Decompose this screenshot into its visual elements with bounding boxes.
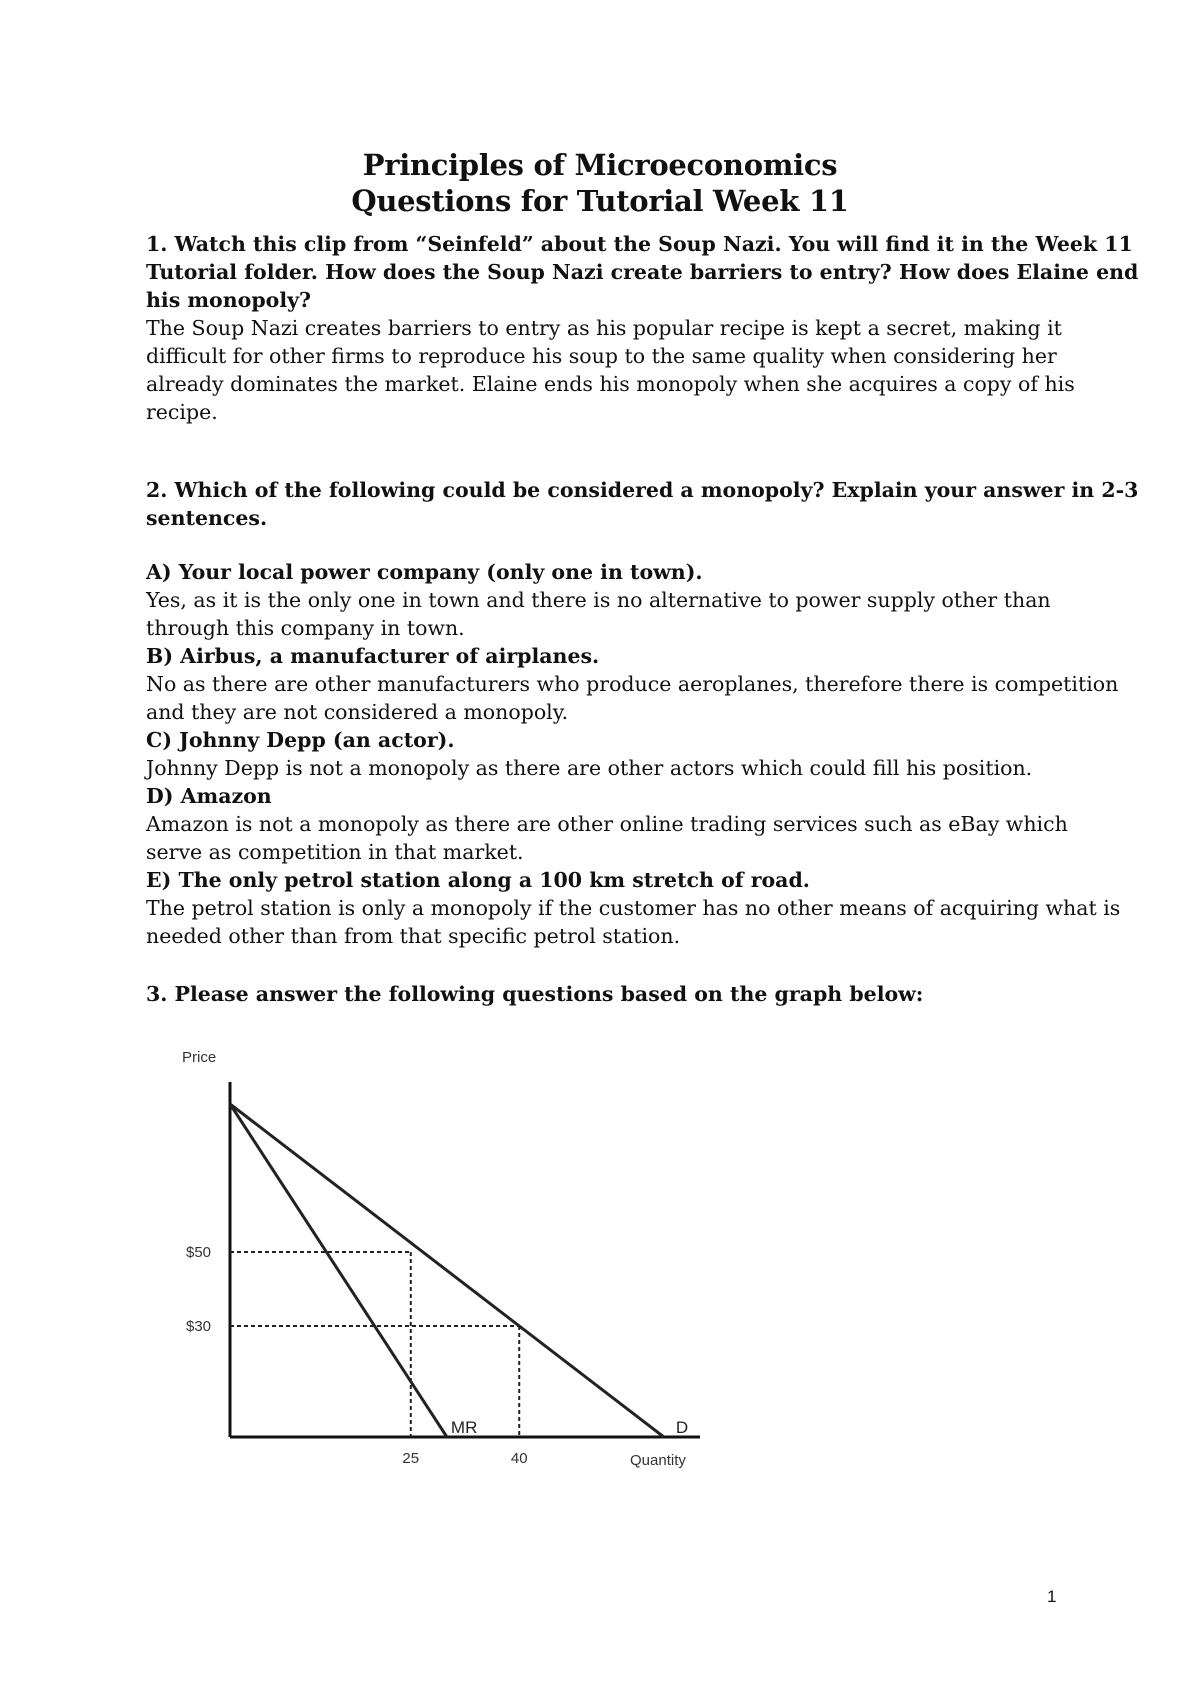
quantity-tick-label: 25 (402, 1450, 420, 1467)
demand-label: D (675, 1418, 689, 1437)
q1-answer-line: recipe. (146, 400, 218, 424)
x-axis-label: Quantity (630, 1452, 686, 1469)
question-3 (146, 980, 1066, 1008)
title-line-1: Principles of Microeconomics (362, 148, 838, 182)
q2-question-line: sentences. (146, 506, 268, 530)
option-e-answer: needed other than from that specific petrol station. (146, 924, 681, 948)
option-d-label: D) Amazon (146, 784, 272, 808)
option-a-answer: through this company in town. (146, 616, 465, 640)
q1-answer-line: difficult for other firms to reproduce his soup to the same quality when considering her (146, 344, 1057, 368)
demand-curve (230, 1104, 664, 1437)
q3-question: 3. Please answer the following questions based on the graph below: (146, 982, 924, 1006)
monopoly-graph (150, 1030, 710, 1470)
option-a-label: A) Your local power company (only one in town). (146, 560, 703, 584)
q2-question-line: 2. Which of the following could be considered a monopoly? Explain your answer in 2-3 (146, 478, 1139, 502)
q1-question-line: 1. Watch this clip from “Seinfeld” about the Soup Nazi. You will find it in the Week 11 (146, 232, 1133, 256)
option-b-answer: and they are not considered a monopoly. (146, 700, 569, 724)
marginal-revenue-curve (230, 1104, 447, 1437)
option-b-label: B) Airbus, a manufacturer of airplanes. (146, 644, 600, 668)
option-c-answer: Johnny Depp is not a monopoly as there are other actors which could fill his position. (146, 756, 1033, 780)
title-line-2: Questions for Tutorial Week 11 (351, 184, 849, 218)
page-number: 1 (1047, 1587, 1057, 1606)
option-e-label: E) The only petrol station along a 100 km stretch of road. (146, 868, 810, 892)
q1-answer-line: The Soup Nazi creates barriers to entry as his popular recipe is kept a secret, making it (146, 316, 1062, 340)
question-1 (146, 230, 1139, 426)
option-d-answer: serve as competition in that market. (146, 840, 524, 864)
q1-question-line: his monopoly? (146, 288, 312, 312)
option-b-answer: No as there are other manufacturers who produce aeroplanes, therefore there is competition (146, 672, 1119, 696)
price-tick-label: $50 (186, 1244, 212, 1261)
option-a-answer: Yes, as it is the only one in town and there is no alternative to power supply other than (146, 588, 1051, 612)
option-e-answer: The petrol station is only a monopoly if the customer has no other means of acquiring what is (146, 896, 1121, 920)
q2-options (146, 558, 1121, 950)
q1-answer-line: already dominates the market. Elaine ends his monopoly when she acquires a copy of his (146, 372, 1075, 396)
q1-question-line: Tutorial folder. How does the Soup Nazi create barriers to entry? How does Elaine end (146, 260, 1139, 284)
y-axis-label: Price (182, 1049, 217, 1066)
quantity-tick-label: 40 (510, 1450, 528, 1467)
option-d-answer: Amazon is not a monopoly as there are other online trading services such as eBay which (146, 812, 1068, 836)
question-2 (146, 476, 1139, 532)
mr-label: MR (450, 1418, 478, 1437)
price-tick-label: $30 (186, 1318, 212, 1335)
option-c-label: C) Johnny Depp (an actor). (146, 728, 455, 752)
